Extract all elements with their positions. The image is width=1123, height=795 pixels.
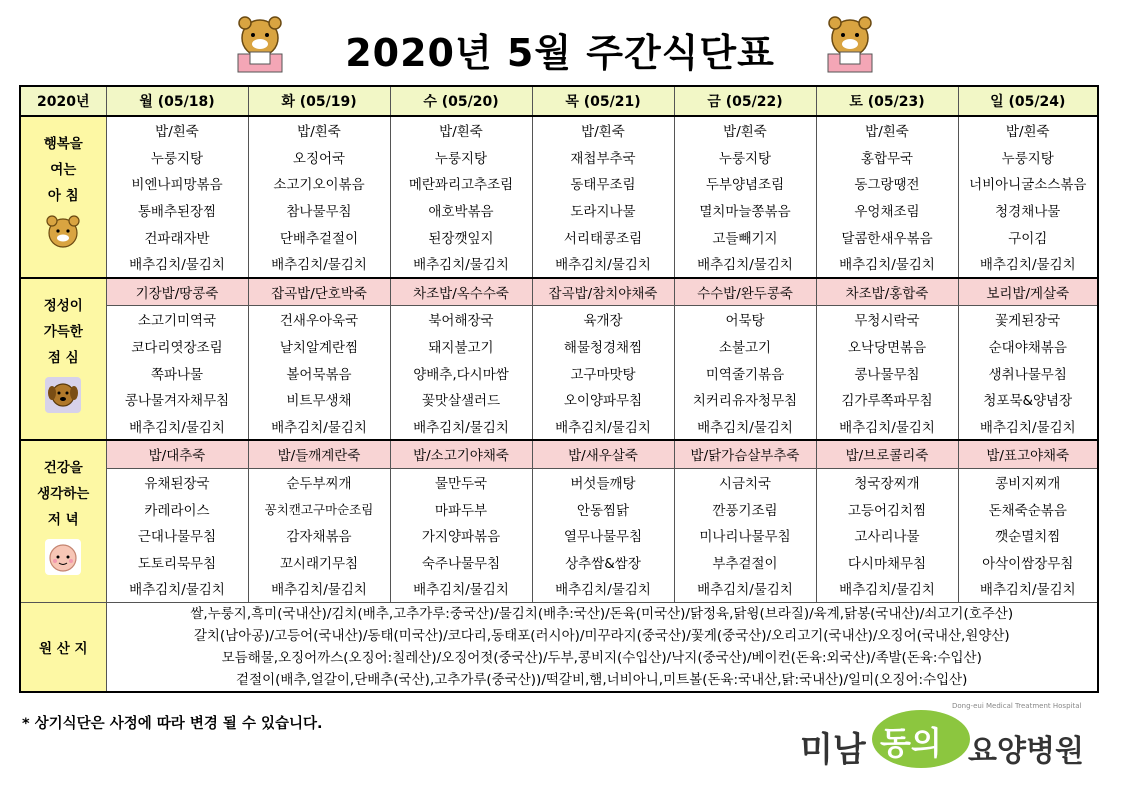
dish-cell: 근대나물무침 — [106, 522, 248, 549]
dish-cell: 콩비지찌개 — [958, 468, 1098, 495]
dish-cell: 꽃맛살샐러드 — [390, 386, 532, 413]
dish-cell: 카레라이스 — [106, 495, 248, 522]
dish-cell: 배추김치/물김치 — [248, 250, 390, 278]
dish-cell: 기장밥/땅콩죽 — [106, 278, 248, 306]
day-header: 수 (05/20) — [390, 86, 532, 116]
origin-text — [106, 602, 1098, 692]
meal-label-line: 가득한 — [43, 323, 83, 340]
logo-text-part3: 요양병원 — [968, 734, 1084, 769]
bear-character-icon — [230, 14, 290, 76]
dish-cell: 버섯들깨탕 — [532, 468, 674, 495]
dish-cell: 육개장 — [532, 306, 674, 333]
dish-cell: 콩나물겨자채무침 — [106, 386, 248, 413]
dish-cell: 밥/표고야채죽 — [958, 440, 1098, 468]
dish-cell: 순두부찌개 — [248, 468, 390, 495]
dish-cell: 배추김치/물김치 — [958, 575, 1098, 602]
peach-character-icon — [41, 537, 85, 577]
dish-cell: 유채된장국 — [106, 468, 248, 495]
dish-cell: 서리태콩조림 — [532, 223, 674, 250]
dish-cell: 고사리나물 — [816, 522, 958, 549]
dish-cell: 상추쌈&쌈장 — [532, 549, 674, 576]
dinner-section — [20, 440, 1098, 602]
dish-cell: 밥/들깨계란죽 — [248, 440, 390, 468]
logo-english-text: Dong-eui Medical Treatment Hospital — [952, 702, 1082, 710]
dish-cell: 배추김치/물김치 — [248, 413, 390, 441]
dish-cell: 고들빼기지 — [674, 223, 816, 250]
dish-cell: 콩나물무침 — [816, 359, 958, 386]
dish-cell: 배추김치/물김치 — [390, 413, 532, 441]
logo-text-part2: 동의 — [880, 724, 942, 762]
dish-cell: 꽁치캔고구마순조림 — [248, 495, 390, 522]
dish-cell: 배추김치/물김치 — [816, 250, 958, 278]
dish-cell: 배추김치/물김치 — [532, 575, 674, 602]
dish-cell: 누룽지탕 — [674, 144, 816, 171]
dish-cell: 마파두부 — [390, 495, 532, 522]
dish-cell: 재첩부추국 — [532, 144, 674, 171]
dish-cell: 누룽지탕 — [958, 144, 1098, 171]
dish-cell: 밥/흰죽 — [674, 116, 816, 144]
origin-line: 갈치(남아공)/고등어(국내산)/동태(미국산)/코다리,동태포(러시아)/미꾸라지(중국산)/꽃게(중국산)/오리고기(국내산)/오징어(국내산,원양산) — [193, 627, 1010, 644]
dish-cell: 돈채죽순볶음 — [958, 495, 1098, 522]
dish-cell: 고구마맛탕 — [532, 359, 674, 386]
lunch-section — [20, 278, 1098, 441]
dish-cell: 두부양념조림 — [674, 170, 816, 197]
dish-cell: 치커리유자청무침 — [674, 386, 816, 413]
dish-cell: 순대야채볶음 — [958, 333, 1098, 360]
dish-cell: 잡곡밥/단호박죽 — [248, 278, 390, 306]
dish-cell: 열무나물무침 — [532, 522, 674, 549]
dish-cell: 날치알계란찜 — [248, 333, 390, 360]
dish-cell: 어묵탕 — [674, 306, 816, 333]
dish-cell: 숙주나물무침 — [390, 549, 532, 576]
day-header: 월 (05/18) — [106, 86, 248, 116]
origin-section — [20, 602, 1098, 692]
dish-cell: 오이양파무침 — [532, 386, 674, 413]
dish-cell: 배추김치/물김치 — [532, 250, 674, 278]
dish-cell: 부추겉절이 — [674, 549, 816, 576]
dish-cell: 배추김치/물김치 — [248, 575, 390, 602]
dish-cell: 깐풍기조림 — [674, 495, 816, 522]
dish-cell: 건파래자반 — [106, 223, 248, 250]
dish-cell: 배추김치/물김치 — [674, 575, 816, 602]
bear-character-icon — [41, 213, 85, 253]
dish-cell: 밥/대추죽 — [106, 440, 248, 468]
dish-cell: 차조밥/옥수수죽 — [390, 278, 532, 306]
dish-cell: 다시마채무침 — [816, 549, 958, 576]
dish-cell: 통배추된장찜 — [106, 197, 248, 224]
dish-cell: 수수밥/완두콩죽 — [674, 278, 816, 306]
dish-cell: 누룽지탕 — [106, 144, 248, 171]
dish-cell: 배추김치/물김치 — [390, 250, 532, 278]
dish-cell: 쪽파나물 — [106, 359, 248, 386]
dish-cell: 구이김 — [958, 223, 1098, 250]
dish-cell: 잡곡밥/참치야채죽 — [532, 278, 674, 306]
dinner-label — [20, 440, 106, 602]
dish-cell: 배추김치/물김치 — [106, 413, 248, 441]
dish-cell: 차조밥/홍합죽 — [816, 278, 958, 306]
dish-cell: 청경채나물 — [958, 197, 1098, 224]
lunch-label — [20, 278, 106, 441]
dish-cell: 코다리엿장조림 — [106, 333, 248, 360]
meal-label-line: 건강을 — [43, 460, 83, 477]
dish-cell: 오징어국 — [248, 144, 390, 171]
dish-cell: 돼지불고기 — [390, 333, 532, 360]
dish-cell: 시금치국 — [674, 468, 816, 495]
dish-cell: 안동찜닭 — [532, 495, 674, 522]
dish-cell: 밥/흰죽 — [958, 116, 1098, 144]
meal-label-line: 점 심 — [47, 349, 79, 366]
dish-cell: 생취나물무침 — [958, 359, 1098, 386]
dish-cell: 밥/닭가슴살부추죽 — [674, 440, 816, 468]
dish-cell: 깻순멸치찜 — [958, 522, 1098, 549]
dish-cell: 너비아니굴소스볶음 — [958, 170, 1098, 197]
dish-cell: 동태무조림 — [532, 170, 674, 197]
dish-cell: 밥/소고기야채죽 — [390, 440, 532, 468]
day-header: 화 (05/19) — [248, 86, 390, 116]
dish-cell: 물만두국 — [390, 468, 532, 495]
dish-cell: 밥/흰죽 — [390, 116, 532, 144]
dish-cell: 배추김치/물김치 — [674, 250, 816, 278]
title-row — [0, 0, 1123, 82]
dish-cell: 무청시락국 — [816, 306, 958, 333]
day-header: 토 (05/23) — [816, 86, 958, 116]
dish-cell: 소고기오이볶음 — [248, 170, 390, 197]
dish-cell: 소고기미역국 — [106, 306, 248, 333]
dish-cell: 가지양파볶음 — [390, 522, 532, 549]
bear-character-icon — [820, 14, 880, 76]
dish-cell: 애호박볶음 — [390, 197, 532, 224]
dish-cell: 북어해장국 — [390, 306, 532, 333]
meal-label-line: 아 침 — [47, 188, 79, 204]
origin-label: 원 산 지 — [20, 602, 106, 692]
dish-cell: 오낙당면볶음 — [816, 333, 958, 360]
dish-cell: 참나물무침 — [248, 197, 390, 224]
page-title: 2020년 5월 주간식단표 — [345, 31, 775, 75]
dish-cell: 아삭이쌈장무침 — [958, 549, 1098, 576]
dish-cell: 건새우아욱국 — [248, 306, 390, 333]
origin-line: 겉절이(배추,얼갈이,단배추(국산),고추가루(중국산))/떡갈비,햄,너비아니,미트볼(돈육:국내산,닭:국내산)/일미(오징어:수입산) — [236, 671, 968, 688]
dish-cell: 밥/브로콜리죽 — [816, 440, 958, 468]
dish-cell: 해물청경채찜 — [532, 333, 674, 360]
dish-cell: 미역줄기볶음 — [674, 359, 816, 386]
day-header: 일 (05/24) — [958, 86, 1098, 116]
dish-cell: 비트무생채 — [248, 386, 390, 413]
meal-label-line: 정성이 — [43, 297, 83, 314]
dish-cell: 메란꽈리고추조림 — [390, 170, 532, 197]
dish-cell: 배추김치/물김치 — [816, 413, 958, 441]
dish-cell: 배추김치/물김치 — [106, 250, 248, 278]
dish-cell: 볼어묵볶음 — [248, 359, 390, 386]
dish-cell: 청포묵&양념장 — [958, 386, 1098, 413]
dish-cell: 밥/새우살죽 — [532, 440, 674, 468]
dish-cell: 밥/흰죽 — [816, 116, 958, 144]
dish-cell: 단배추겉절이 — [248, 223, 390, 250]
breakfast-label — [20, 116, 106, 278]
dish-cell: 비엔나피망볶음 — [106, 170, 248, 197]
dish-cell: 배추김치/물김치 — [390, 575, 532, 602]
menu-change-note: * 상기식단은 사정에 따라 변경 될 수 있습니다. — [22, 716, 323, 732]
dish-cell: 밥/흰죽 — [106, 116, 248, 144]
dish-cell: 보리밥/게살죽 — [958, 278, 1098, 306]
hospital-logo — [800, 700, 1100, 780]
dish-cell: 배추김치/물김치 — [958, 413, 1098, 441]
dish-cell: 꽃게된장국 — [958, 306, 1098, 333]
meal-label-line: 행복을 — [43, 136, 83, 152]
dish-cell: 미나리나물무침 — [674, 522, 816, 549]
dish-cell: 달콤한새우볶음 — [816, 223, 958, 250]
origin-line: 모듬해물,오징어까스(오징어:칠레산)/오징어젓(중국산)/두부,콩비지(수입산)/낙지(중국산)/베이컨(돈육:외국산)/족발(돈육:수입산) — [221, 649, 982, 666]
dish-cell: 멸치마늘쫑볶음 — [674, 197, 816, 224]
dish-cell: 고등어김치찜 — [816, 495, 958, 522]
meal-label-line: 생각하는 — [37, 486, 90, 503]
dish-cell: 감자채볶음 — [248, 522, 390, 549]
dish-cell: 밥/흰죽 — [532, 116, 674, 144]
dish-cell: 배추김치/물김치 — [958, 250, 1098, 278]
dish-cell: 밥/흰죽 — [248, 116, 390, 144]
dish-cell: 배추김치/물김치 — [674, 413, 816, 441]
dish-cell: 김가루쪽파무침 — [816, 386, 958, 413]
meal-label-line: 저 녁 — [47, 512, 79, 529]
dish-cell: 우엉채조림 — [816, 197, 958, 224]
dish-cell: 배추김치/물김치 — [532, 413, 674, 441]
dish-cell: 동그랑땡전 — [816, 170, 958, 197]
dish-cell: 도토리묵무침 — [106, 549, 248, 576]
logo-text-part1: 미남 — [800, 730, 866, 770]
dish-cell: 된장깻잎지 — [390, 223, 532, 250]
meal-label-line: 여는 — [50, 162, 77, 178]
dish-cell: 양배추,다시마쌈 — [390, 359, 532, 386]
header-row — [20, 86, 1098, 116]
year-header: 2020년 — [20, 86, 106, 116]
dish-cell: 배추김치/물김치 — [106, 575, 248, 602]
day-header: 금 (05/22) — [674, 86, 816, 116]
dish-cell: 소불고기 — [674, 333, 816, 360]
dish-cell: 홍합무국 — [816, 144, 958, 171]
dish-cell: 청국장찌개 — [816, 468, 958, 495]
dog-character-icon — [41, 375, 85, 415]
dish-cell: 꼬시래기무침 — [248, 549, 390, 576]
menu-table — [19, 85, 1099, 693]
dish-cell: 도라지나물 — [532, 197, 674, 224]
breakfast-section — [20, 116, 1098, 278]
dish-cell: 누룽지탕 — [390, 144, 532, 171]
origin-line: 쌀,누룽지,흑미(국내산)/김치(배추,고추가루:중국산)/물김치(배추:국산)/돈육(미국산)/닭정육,닭윙(브라질)/육계,닭봉(국내산)/쇠고기(호주산) — [190, 605, 1014, 622]
dish-cell: 배추김치/물김치 — [816, 575, 958, 602]
day-header: 목 (05/21) — [532, 86, 674, 116]
